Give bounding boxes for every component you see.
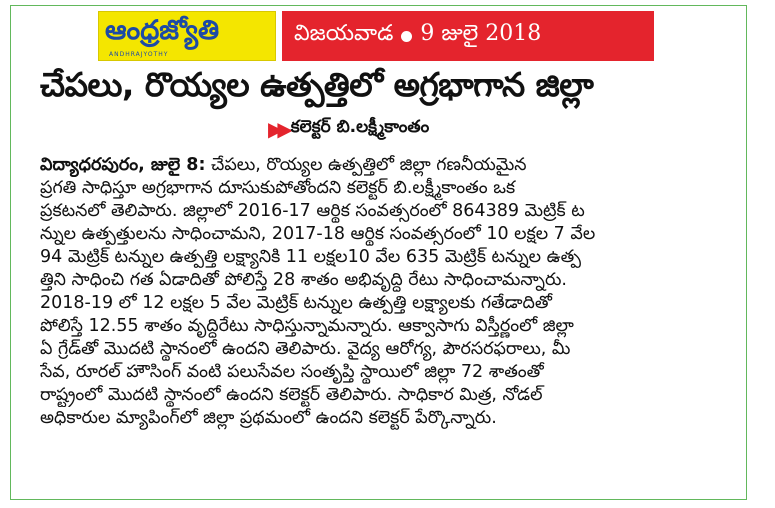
body-line: ప్రగతి సాధిస్తూ అగ్రభాగాన దూసుకుపోతోందని కలెక్టర్ బి.లక్ష్మీకాంతం ఒక bbox=[40, 178, 516, 198]
body-line: రాష్ట్రంలో మొదటి స్థానంలో ఉందని కలెక్టర్ తెలిపారు. సాధికార మిత్ర, నోడల్ bbox=[40, 385, 543, 405]
body-line: 94 మెట్రిక్ టన్నుల ఉత్పత్తి లక్ష్యానికి 11 లక్షల10 వేల 635 మెట్రిక్ టన్నుల ఉత్ప bbox=[40, 247, 581, 267]
body-line: అధికారుల మ్యాపింగ్‌లో జిల్లా ప్రథమంలో ఉందని కలెక్టర్ పేర్కొన్నారు. bbox=[40, 408, 497, 428]
newspaper-logo bbox=[98, 11, 276, 61]
bullet-dot-icon bbox=[401, 31, 412, 42]
article-byline bbox=[268, 116, 429, 142]
body-line: సేవ, రూరల్ హౌసింగ్ వంటి పలుసేవల సంతృప్తి స్థాయిలో జిల్లా 72 శాతంతో bbox=[40, 362, 544, 382]
edition-city: విజయవాడ bbox=[294, 21, 394, 46]
article-body bbox=[40, 154, 726, 430]
byline-text: కలెక్టర్ బి.లక్ష్మీకాంతం bbox=[290, 117, 430, 137]
body-line: 2018-19 లో 12 లక్షల 5 వేల మెట్రిక్ టన్నుల ఉత్పత్తి లక్ష్యాలకు గతేడాదితో bbox=[40, 293, 552, 313]
article-headline: చేపలు, రొయ్యల ఉత్పత్తిలో అగ్రభాగాన జిల్లా bbox=[40, 65, 594, 104]
dateline-place: విద్యాధరపురం, జులై 8: bbox=[40, 155, 206, 175]
body-line: ప్రకటనలో తెలిపారు. జిల్లాలో 2016-17 ఆర్థిక సంవత్సరంలో 864389 మెట్రిక్ ట bbox=[40, 201, 585, 221]
body-line: ఏ గ్రేడ్‌తో మొదటి స్థానంలో ఉందని తెలిపారు. వైద్య ఆరోగ్య, పౌరసరఫరాలు, మీ bbox=[40, 339, 571, 359]
edition-dateline bbox=[282, 11, 654, 61]
logo-text: ఆంధ్రజ్యోతి bbox=[105, 15, 220, 46]
body-line: న్నుల ఉత్పత్తులను సాధించామని, 2017-18 ఆర్థిక సంవత్సరంలో 10 లక్షల 7 వేల bbox=[40, 224, 596, 244]
body-line bbox=[40, 154, 726, 177]
body-line: పోలిస్తే 12.55 శాతం వృద్ధిరేటు సాధిస్తున్నామన్నారు. ఆక్వాసాగు విస్తీర్ణంలో జిల్లా bbox=[40, 316, 574, 336]
logo-subtext: ANDHRAJYOTHY bbox=[109, 51, 169, 58]
edition-date: 9 జులై 2018 bbox=[420, 21, 542, 46]
body-line: త్తిని సాధించి గత ఏడాదితో పోలిస్తే 28 శాతం అభివృద్ధి రేటు సాధించామన్నారు. bbox=[40, 270, 567, 290]
double-arrow-icon: ▶▶ bbox=[268, 117, 287, 141]
body-line-text: చేపలు, రొయ్యల ఉత్పత్తిలో జిల్లా గణనీయమైన bbox=[211, 155, 527, 175]
